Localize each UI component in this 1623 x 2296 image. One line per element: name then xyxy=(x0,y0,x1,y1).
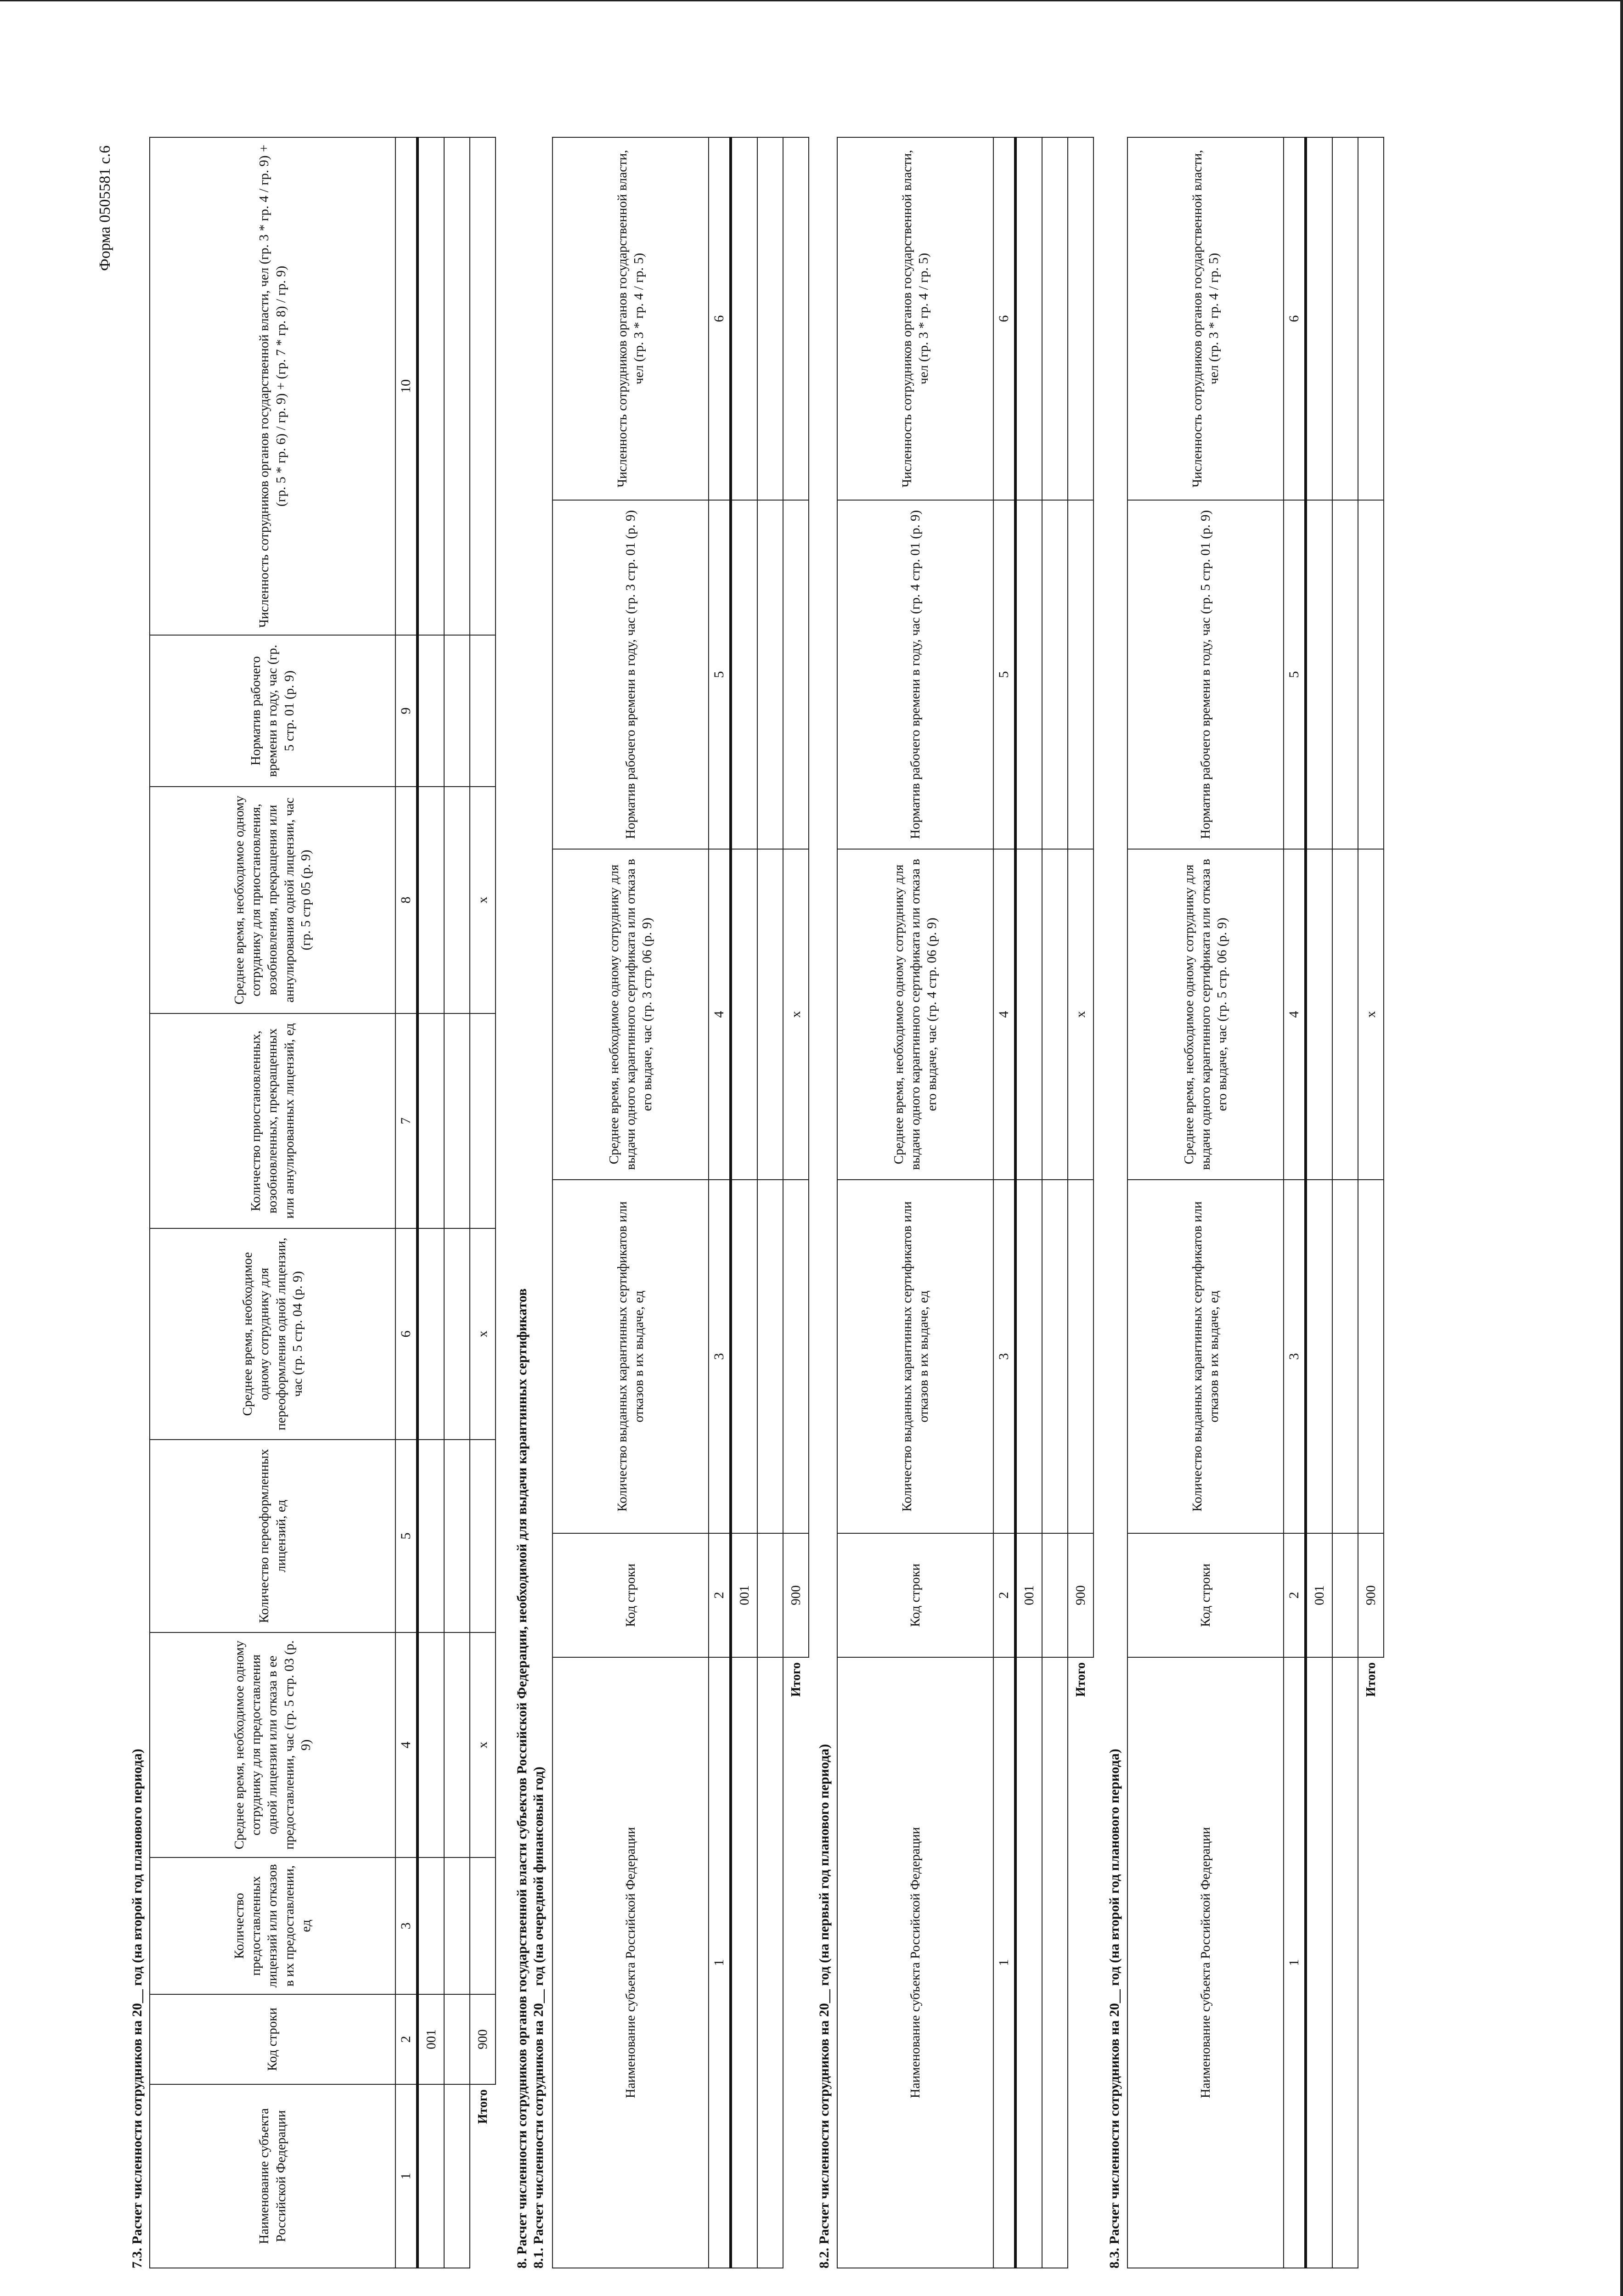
header-row-code: Код строки xyxy=(837,1533,993,1657)
row-code: 001 xyxy=(1015,1533,1042,1657)
total-row xyxy=(470,137,496,2268)
col-number: 4 xyxy=(993,849,1015,1180)
total-row xyxy=(783,137,809,2268)
col-number: 6 xyxy=(709,137,731,500)
col-number: 2 xyxy=(709,1533,731,1657)
header-reissued-time: Среднее время, необходимое одному сотруднику для переоформления одной лицензии, час (гр. 5 стр. 04 (р. 9) xyxy=(150,1228,395,1440)
header-staff-count: Численность сотрудников органов государственной власти, чел (гр. 3 * гр. 4 / гр. 5) xyxy=(837,137,993,500)
section-8-title: 8. Расчет численности сотрудников органов государственной власти субъектов Российской Федерации, необходимой для выдачи карантинных сертификатов xyxy=(514,1288,530,2268)
table-8-2 xyxy=(837,137,1094,2268)
col-number: 4 xyxy=(1284,849,1306,1180)
total-label: Итого xyxy=(783,1657,809,2268)
col-number: 5 xyxy=(1284,500,1306,849)
header-row-code: Код строки xyxy=(552,1533,709,1657)
col-number: 8 xyxy=(395,787,417,1013)
col-number: 6 xyxy=(993,137,1015,500)
header-licenses-count: Количество предоставленных лицензий или отказов в их предоставлении, ед xyxy=(150,1857,395,1994)
header-suspended-time: Среднее время, необходимое одному сотруднику для приостановления, возобновления, прекращения или аннулирования одной лицензии, час (гр. 5 стр 05 (р. 9) xyxy=(150,787,395,1013)
col-number: 1 xyxy=(395,2084,417,2268)
table-8-1 xyxy=(552,137,809,2268)
section-8-1-title: 8.1. Расчет численности сотрудников на 20__ год (на очередной финансовый год) xyxy=(531,1767,546,2268)
row-code: 001 xyxy=(731,1533,757,1657)
col-number: 1 xyxy=(1284,1657,1306,2268)
header-certificate-time: Среднее время, необходимое одному сотруднику для выдачи одного карантинного сертификата или отказа в его выдаче, час (гр. 4 стр. 06 (р. 9) xyxy=(837,849,993,1180)
header-certificate-time: Среднее время, необходимое одному сотруднику для выдачи одного карантинного сертификата или отказа в его выдаче, час (гр. 3 стр. 06 (р. 9) xyxy=(552,849,709,1180)
total-code: 900 xyxy=(1358,1533,1384,1657)
table-7-3 xyxy=(149,137,496,2268)
col-number: 4 xyxy=(395,1632,417,1857)
section-8-2-title: 8.2. Расчет численности сотрудников на 20__ год (на первый год планового периода) xyxy=(817,1744,832,2268)
rotated-form-content xyxy=(87,119,1548,2287)
x-mark: x xyxy=(783,849,809,1180)
header-staff-count: Численность сотрудников органов государственной власти, чел (гр. 3 * гр. 4 / гр. 5) xyxy=(1127,137,1284,500)
header-certificate-time: Среднее время, необходимое одному сотруднику для выдачи одного карантинного сертификата или отказа в его выдаче, час (гр. 5 стр. 06 (р. 9) xyxy=(1127,849,1284,1180)
col-number: 2 xyxy=(993,1533,1015,1657)
total-label: Итого xyxy=(1068,1657,1093,2268)
header-certificates-count: Количество выданных карантинных сертификатов или отказов в их выдаче, ед xyxy=(1127,1180,1284,1533)
row-code: 001 xyxy=(417,1994,444,2084)
total-code: 900 xyxy=(1068,1533,1093,1657)
table-row xyxy=(1332,137,1358,2268)
table-8-3 xyxy=(1127,137,1384,2268)
col-number: 5 xyxy=(993,500,1015,849)
col-number: 3 xyxy=(709,1180,731,1533)
col-number: 6 xyxy=(1284,137,1306,500)
header-subject: Наименование субъекта Российской Федерации xyxy=(150,2084,395,2268)
row-code: 001 xyxy=(1306,1533,1332,1657)
col-number: 1 xyxy=(993,1657,1015,2268)
header-work-norm: Норматив рабочего времени в году, час (гр. 4 стр. 01 (р. 9) xyxy=(837,500,993,849)
header-licenses-time: Среднее время, необходимое одному сотруднику для предоставления одной лицензии или отказа в ее предоставлении, час (гр. 5 стр. 03 (р. 9) xyxy=(150,1632,395,1857)
table-row xyxy=(1042,137,1068,2268)
header-work-norm: Норматив рабочего времени в году, час (гр. 3 стр. 01 (р. 9) xyxy=(552,500,709,849)
header-subject: Наименование субъекта Российской Федерации xyxy=(552,1657,709,2268)
table-row xyxy=(444,137,470,2268)
table-row xyxy=(757,137,783,2268)
col-number: 7 xyxy=(395,1013,417,1228)
col-number: 6 xyxy=(395,1228,417,1440)
total-code: 900 xyxy=(470,1994,496,2084)
header-work-norm: Норматив рабочего времени в году, час (гр. 5 стр. 01 (р. 9) xyxy=(150,635,395,787)
header-row-code: Код строки xyxy=(1127,1533,1284,1657)
x-mark: x xyxy=(470,787,496,1013)
header-subject: Наименование субъекта Российской Федерации xyxy=(837,1657,993,2268)
x-mark: x xyxy=(1068,849,1093,1180)
section-8-3-title: 8.3. Расчет численности сотрудников на 20__ год (на второй год планового периода) xyxy=(1107,1749,1122,2268)
table-row xyxy=(731,137,757,2268)
total-row xyxy=(1358,137,1384,2268)
x-mark: x xyxy=(1358,849,1384,1180)
header-suspended-count: Количество приостановленных, возобновленных, прекращенных или аннулированных лицензий, ед xyxy=(150,1013,395,1228)
header-work-norm: Норматив рабочего времени в году, час (гр. 5 стр. 01 (р. 9) xyxy=(1127,500,1284,849)
col-number: 4 xyxy=(709,849,731,1180)
header-row-code: Код строки xyxy=(150,1994,395,2084)
header-certificates-count: Количество выданных карантинных сертификатов или отказов в их выдаче, ед xyxy=(552,1180,709,1533)
total-label: Итого xyxy=(470,2084,496,2268)
header-staff-count: Численность сотрудников органов государственной власти, чел (гр. 3 * гр. 4 / гр. 9) + (гр. 5 * гр. 6) / гр. 9) + (гр. 7 * гр. 8) / гр. 9) xyxy=(150,137,395,635)
total-row xyxy=(1068,137,1093,2268)
table-row xyxy=(417,137,444,2268)
table-row xyxy=(1306,137,1332,2268)
x-mark: x xyxy=(470,1228,496,1440)
scan-edge-top xyxy=(0,0,1623,1)
header-subject: Наименование субъекта Российской Федерации xyxy=(1127,1657,1284,2268)
header-certificates-count: Количество выданных карантинных сертификатов или отказов в их выдаче, ед xyxy=(837,1180,993,1533)
x-mark: x xyxy=(470,1632,496,1857)
col-number: 2 xyxy=(395,1994,417,2084)
col-number: 3 xyxy=(1284,1180,1306,1533)
col-number: 9 xyxy=(395,635,417,787)
table-row xyxy=(1015,137,1042,2268)
header-reissued-count: Количество переоформленных лицензий, ед xyxy=(150,1440,395,1632)
form-code: Форма 0505581 с.6 xyxy=(96,145,113,271)
col-number: 1 xyxy=(709,1657,731,2268)
col-number: 5 xyxy=(395,1440,417,1632)
col-number: 10 xyxy=(395,137,417,635)
total-code: 900 xyxy=(783,1533,809,1657)
total-label: Итого xyxy=(1358,1657,1384,2268)
scan-edge-right xyxy=(1620,0,1623,2296)
section-7-3-title: 7.3. Расчет численности сотрудников на 20__ год (на второй год планового периода) xyxy=(130,1749,145,2268)
col-number: 3 xyxy=(395,1857,417,1994)
col-number: 3 xyxy=(993,1180,1015,1533)
col-number: 5 xyxy=(709,500,731,849)
header-staff-count: Численность сотрудников органов государственной власти, чел (гр. 3 * гр. 4 / гр. 5) xyxy=(552,137,709,500)
col-number: 2 xyxy=(1284,1533,1306,1657)
